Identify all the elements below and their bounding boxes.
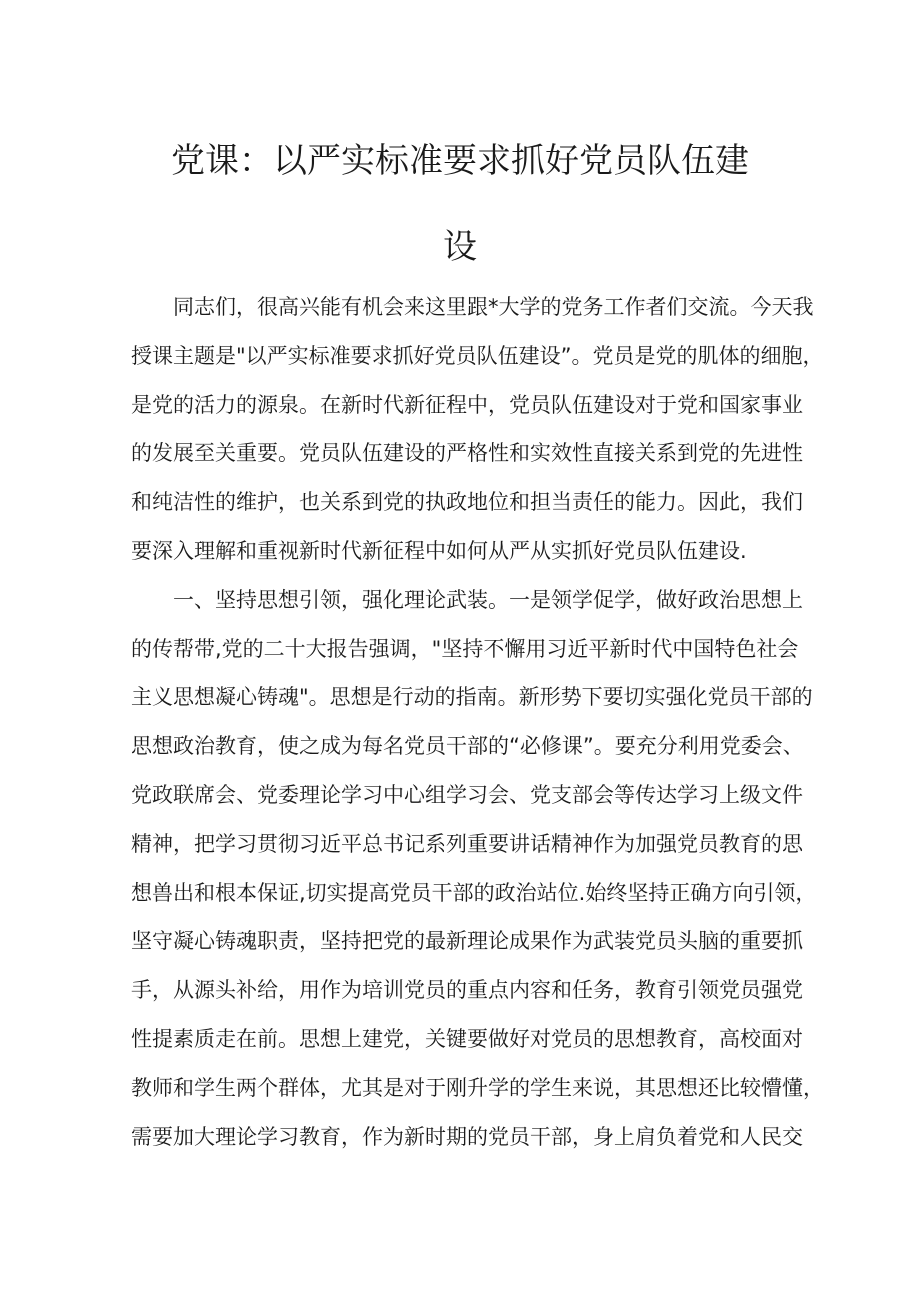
body-line: 和纯洁性的维护，也关系到党的执政地位和担当责任的能力。因此，我们 — [131, 490, 803, 515]
document-body — [131, 283, 824, 1161]
body-line: 性提素质走在前。思想上建党，关键要做好对党员的思想教育，高校面对 — [131, 1026, 803, 1051]
body-line: 党政联席会、党委理论学习中心组学习会、党支部会等传达学习上级文件 — [131, 782, 803, 807]
document-title-line-2: 设 — [443, 227, 477, 267]
body-line: 一、坚持思想引领，强化理论武装。一是领学促学，做好政治思想上 — [173, 587, 803, 612]
body-line: 教师和学生两个群体，尤其是对于刚升学的学生来说，其思想还比较懵懂， — [131, 1075, 824, 1100]
body-line: 精神，把学习贯彻习近平总书记系列重要讲话精神作为加强党员教育的思 — [131, 831, 803, 856]
document-title-line-1: 党课：以严实标准要求抓好党员队伍建 — [171, 141, 749, 181]
body-line: 的发展至关重要。党员队伍建设的严格性和实效性直接关系到党的先进性 — [131, 441, 803, 466]
body-line: 思想政治教育，使之成为每名党员干部的“必修课”。要充分利用党委会、 — [131, 734, 804, 759]
body-line: 想兽出和根本保证,切实提高党员干部的政治站位.始终坚持正确方向引领， — [131, 880, 817, 905]
body-line: 手，从源头补给，用作为培训党员的重点内容和任务，教育引领党员强党 — [131, 978, 803, 1003]
body-line: 主义思想凝心铸魂"。思想是行动的指南。新形势下要切实强化党员干部的 — [131, 685, 813, 710]
body-line: 的传帮带,党的二十大报告强调，"坚持不懈用习近平新时代中国特色社会 — [131, 636, 799, 661]
body-line: 坚守凝心铸魂职责，坚持把党的最新理论成果作为武装党员头脑的重要抓 — [131, 929, 803, 954]
body-line: 授课主题是"以严实标准要求抓好党员队伍建设”。党员是党的肌体的细胞， — [131, 343, 824, 368]
body-line: 要深入理解和重视新时代新征程中如何从严从实抓好党员队伍建设. — [131, 538, 747, 563]
body-line: 同志们，很高兴能有机会来这里跟*大学的党务工作者们交流。今天我 — [173, 295, 814, 319]
body-line: 是党的活力的源泉。在新时代新征程中，党员队伍建设对于党和国家事业 — [131, 392, 803, 417]
body-line: 需要加大理论学习教育，作为新时期的党员干部，身上肩负着党和人民交 — [131, 1124, 803, 1149]
